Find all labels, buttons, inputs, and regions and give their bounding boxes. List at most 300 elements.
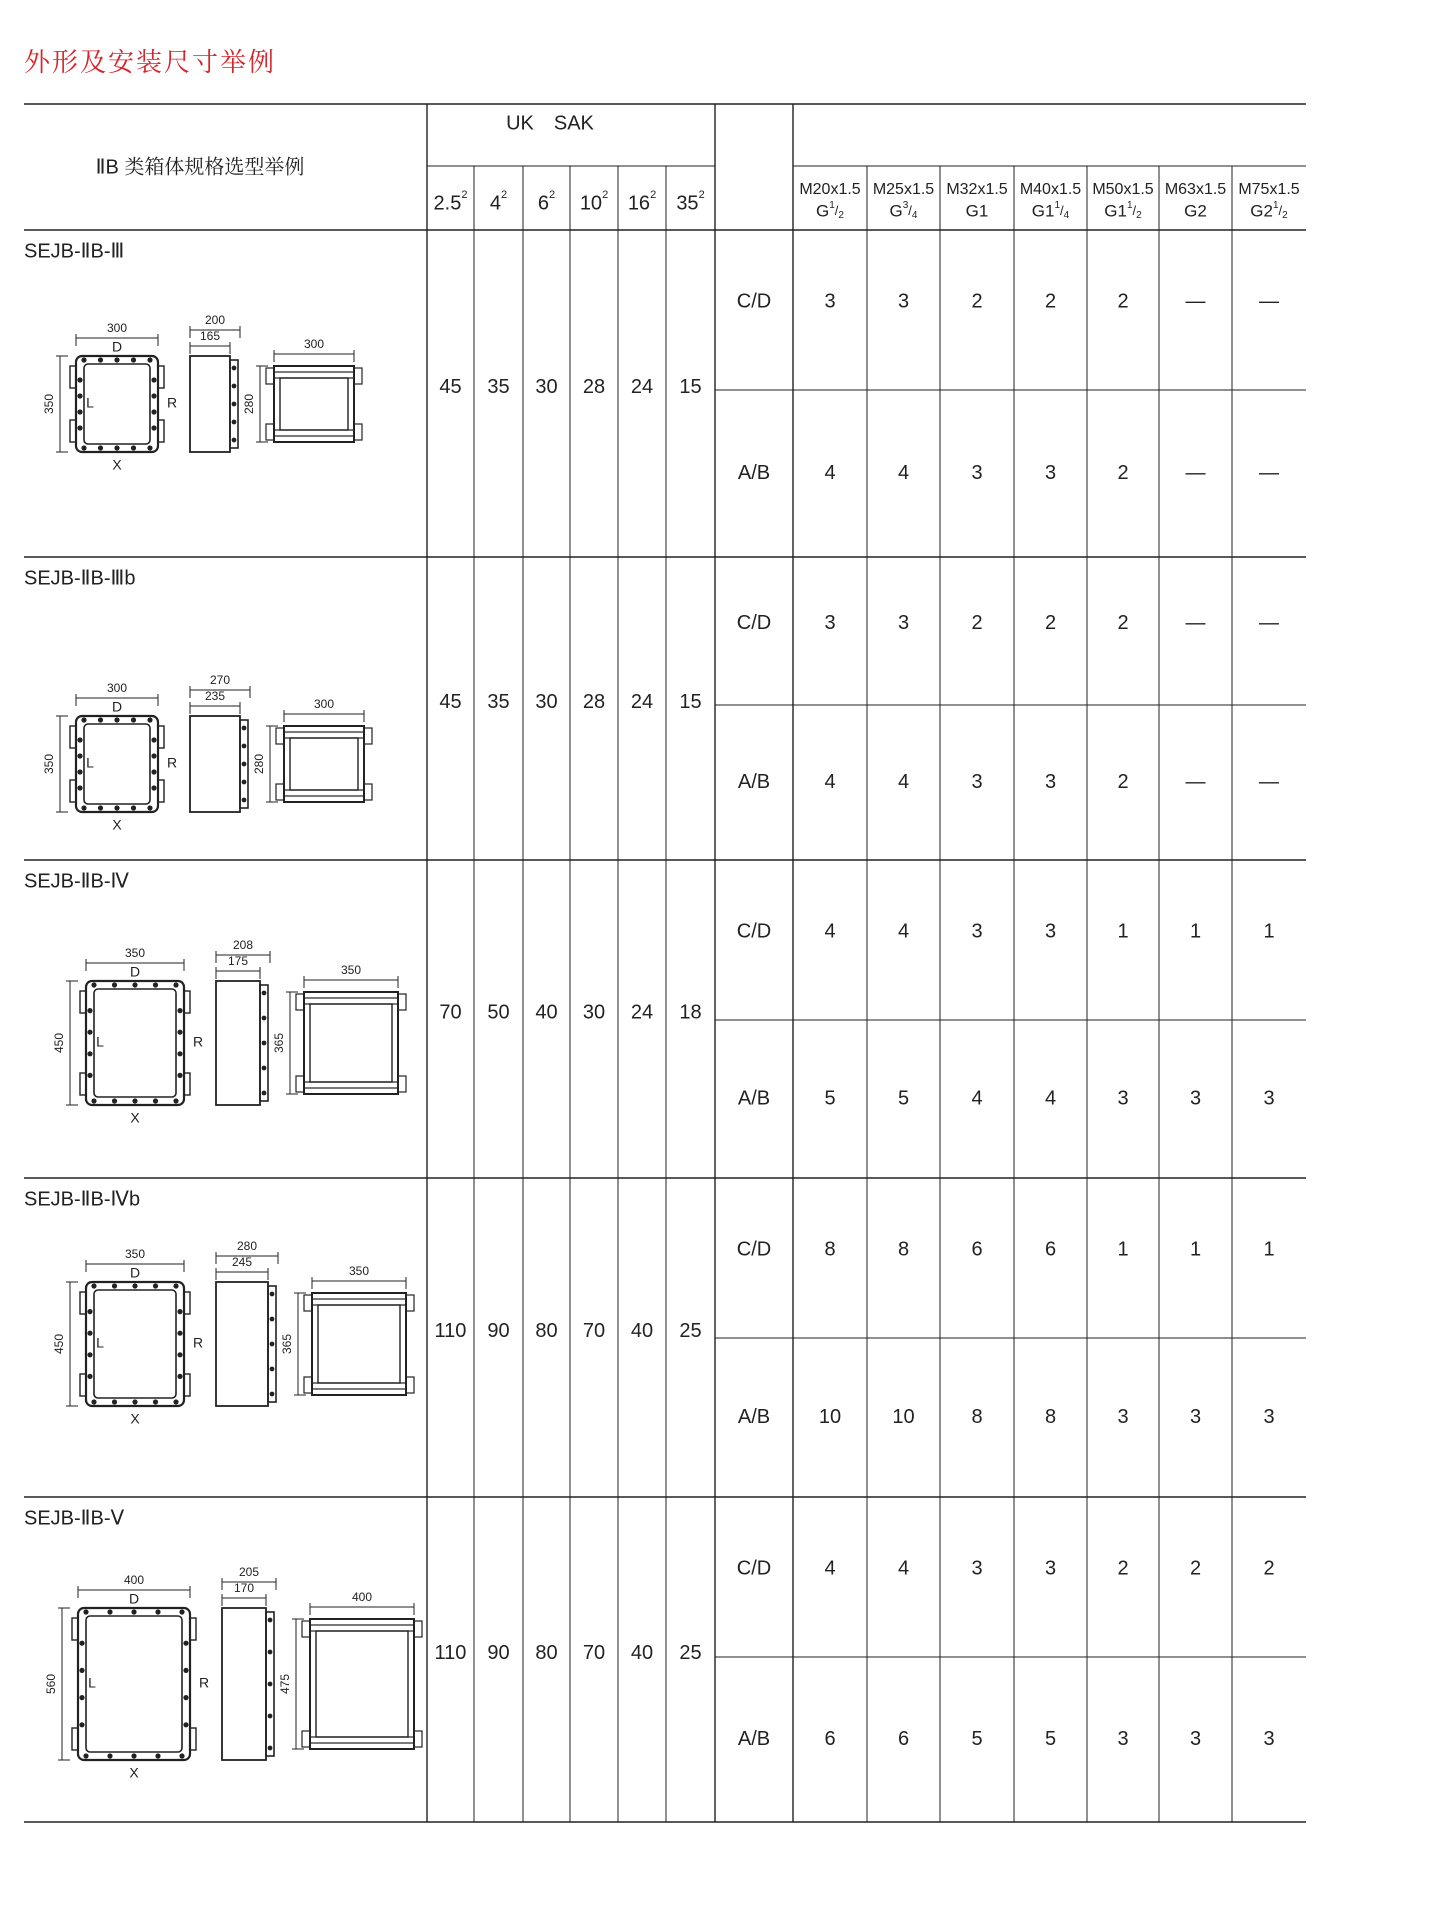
entry-count: 6 <box>1044 1238 1057 1261</box>
bolt-icon <box>183 1641 188 1646</box>
dimension-label: 365 <box>280 1333 295 1355</box>
terminal-count: 70 <box>439 1001 462 1024</box>
bolt-icon <box>151 393 156 398</box>
label-r: R <box>198 1674 210 1691</box>
label-l: L <box>86 394 94 411</box>
enclosure-side <box>190 356 230 452</box>
mount-tab <box>276 784 284 800</box>
dimension-label: 450 <box>52 1032 67 1054</box>
enclosure-drawing <box>44 1565 422 1781</box>
bolt-icon <box>147 717 152 722</box>
superscript: 1 <box>829 199 835 211</box>
entry-count: 3 <box>1263 1087 1275 1110</box>
entry-count: 2 <box>1117 461 1129 484</box>
entry-count: 3 <box>824 290 836 313</box>
mount-rail <box>284 790 364 796</box>
bolt-icon <box>83 1753 88 1758</box>
entry-count: 1 <box>1263 920 1275 943</box>
bolt-icon <box>112 982 117 987</box>
dimension-label: 350 <box>348 1264 370 1279</box>
bolt-icon <box>131 1753 136 1758</box>
model-name: SEJB-ⅡB-Ⅳ <box>24 870 129 893</box>
fraction-slash: / <box>1060 203 1064 219</box>
entry-count: 5 <box>1044 1727 1057 1750</box>
label-r: R <box>166 394 178 411</box>
entry-count: 2 <box>1117 770 1129 793</box>
bolt-icon <box>77 393 82 398</box>
bolt-icon <box>183 1722 188 1727</box>
terminal-count: 110 <box>434 1319 467 1342</box>
terminal-count: 80 <box>535 1641 558 1664</box>
bolt-icon <box>87 1331 92 1336</box>
bolt-icon <box>107 1609 112 1614</box>
class-label: A/B <box>737 1087 771 1110</box>
entry-count: 2 <box>1117 290 1129 313</box>
bolt-icon <box>132 982 137 987</box>
bolt-icon <box>151 753 156 758</box>
bolt-icon <box>232 366 237 371</box>
mount-rail <box>274 372 354 378</box>
fraction-slash: / <box>834 203 839 219</box>
bolt-icon <box>270 1392 275 1397</box>
superscript: 2 <box>461 188 468 201</box>
bolt-icon <box>132 1098 137 1103</box>
enclosure-drawing <box>52 1239 414 1427</box>
bolt-icon <box>270 1342 275 1347</box>
enclosure-back-inner <box>318 1305 400 1383</box>
subscript: 4 <box>911 209 918 221</box>
mount-tab <box>296 994 304 1010</box>
bolt-icon <box>177 1374 182 1379</box>
dimension-label: 280 <box>252 753 267 775</box>
bolt-icon <box>179 1753 184 1758</box>
label-x: X <box>112 816 122 833</box>
bolt-icon <box>98 357 103 362</box>
bolt-icon <box>262 1016 267 1021</box>
entry-count: 3 <box>824 611 836 634</box>
fraction-slash: / <box>1278 203 1283 219</box>
entry-count: — <box>1259 290 1279 313</box>
bolt-icon <box>81 717 86 722</box>
entry-count: 3 <box>897 611 910 634</box>
dimension-label: 170 <box>233 1581 255 1596</box>
dimension-label: 208 <box>232 938 254 953</box>
bolt-icon <box>79 1722 84 1727</box>
entry-count: 1 <box>1189 1238 1202 1261</box>
dimension-label: 300 <box>106 681 128 696</box>
terminal-size: $35^2$ <box>676 188 705 215</box>
mount-tab <box>354 424 362 440</box>
terminal-count: 35 <box>487 375 510 398</box>
bolt-icon <box>262 1091 267 1096</box>
bolt-icon <box>81 445 86 450</box>
dimension-label: 350 <box>340 963 362 978</box>
entry-count: 2 <box>1044 290 1057 313</box>
bolt-icon <box>112 1399 117 1404</box>
superscript: 1 <box>1126 199 1133 211</box>
bolt-icon <box>131 445 136 450</box>
thread-size: M20x1.5 <box>799 181 861 199</box>
entry-count: 2 <box>1117 1557 1129 1580</box>
entry-count: 3 <box>1044 770 1057 793</box>
bolt-icon <box>268 1618 273 1623</box>
bolt-icon <box>242 762 247 767</box>
terminal-count: 25 <box>679 1641 702 1664</box>
thread-size: M25x1.5 <box>872 181 935 199</box>
terminal-count: 24 <box>630 375 654 398</box>
bolt-icon <box>112 1098 117 1103</box>
mount-tab <box>398 1076 406 1092</box>
subscript: 2 <box>1136 209 1142 221</box>
bolt-icon <box>173 982 178 987</box>
entry-count: 1 <box>1263 1238 1275 1261</box>
enclosure-side <box>216 1282 268 1406</box>
subscript: 2 <box>1282 209 1288 221</box>
bolt-icon <box>177 1331 182 1336</box>
bolt-icon <box>232 384 237 389</box>
entry-count: 10 <box>892 1405 915 1428</box>
dimension-label: 200 <box>204 313 226 328</box>
label-l: L <box>86 754 94 771</box>
mount-tab <box>296 1076 304 1092</box>
spec-title: ⅡB 类箱体规格选型举例 <box>95 156 305 179</box>
terminal-count: 30 <box>535 690 558 713</box>
bolt-icon <box>242 780 247 785</box>
label-x: X <box>130 1109 140 1126</box>
entry-count: 5 <box>824 1087 836 1110</box>
entry-count: 3 <box>1044 461 1057 484</box>
bolt-icon <box>91 1098 96 1103</box>
mount-rail <box>312 1299 406 1305</box>
superscript: 1 <box>1054 199 1061 211</box>
mount-tab <box>398 994 406 1010</box>
enclosure-lid <box>94 989 176 1097</box>
bolt-icon <box>131 805 136 810</box>
bolt-icon <box>81 805 86 810</box>
bolt-icon <box>268 1714 273 1719</box>
model-name: SEJB-ⅡB-Ⅲ <box>24 240 125 263</box>
class-label: C/D <box>736 290 772 313</box>
terminal-count: 45 <box>439 690 462 713</box>
mount-tab <box>304 1377 312 1393</box>
bolt-icon <box>262 1041 267 1046</box>
terminal-count: 28 <box>582 690 606 713</box>
pipe-thread: $G1^1_/2$ <box>1104 199 1142 221</box>
terminal-count: 40 <box>630 1641 654 1664</box>
class-label: A/B <box>737 1727 771 1750</box>
bolt-icon <box>242 726 247 731</box>
bolt-icon <box>270 1367 275 1372</box>
class-label: C/D <box>736 1238 772 1261</box>
label-l: L <box>88 1674 96 1691</box>
superscript: 2 <box>650 188 657 201</box>
entry-count: 4 <box>897 461 910 484</box>
label-d: D <box>128 1590 140 1607</box>
bolt-icon <box>98 445 103 450</box>
terminal-size: $2.5^2$ <box>433 188 468 215</box>
thread-size: M40x1.5 <box>1019 181 1082 199</box>
bolt-icon <box>270 1317 275 1322</box>
entry-count: 1 <box>1117 920 1129 943</box>
terminal-count: 30 <box>582 1001 606 1024</box>
dimension-label: 400 <box>123 1573 145 1588</box>
subscript: 4 <box>1063 209 1070 221</box>
entry-count: 4 <box>824 1557 836 1580</box>
entry-count: 2 <box>1263 1557 1275 1580</box>
mount-tab <box>266 368 274 384</box>
bolt-icon <box>270 1292 275 1297</box>
entry-count: 3 <box>897 290 910 313</box>
entry-count: 3 <box>1189 1087 1202 1110</box>
bolt-icon <box>131 357 136 362</box>
entry-count: — <box>1185 461 1206 484</box>
entry-count: 3 <box>971 770 983 793</box>
bolt-icon <box>147 805 152 810</box>
label-r: R <box>166 754 178 771</box>
bolt-icon <box>153 1283 158 1288</box>
dimension-label: 300 <box>313 697 335 712</box>
entry-count: 1 <box>1117 1238 1129 1261</box>
bolt-icon <box>151 409 156 414</box>
bolt-icon <box>147 445 152 450</box>
terminal-count: 90 <box>487 1319 510 1342</box>
terminal-count: 30 <box>535 375 558 398</box>
enclosure-drawing <box>42 673 372 833</box>
dimension-label: 450 <box>52 1333 67 1355</box>
entry-count: 6 <box>971 1238 983 1261</box>
pipe-thread: $G1^1_/4$ <box>1031 199 1070 221</box>
dimension-label: 205 <box>238 1565 260 1580</box>
fraction-slash: / <box>1132 203 1137 219</box>
entry-count: 3 <box>971 920 983 943</box>
thread-size: M63x1.5 <box>1164 181 1227 199</box>
bolt-icon <box>77 737 82 742</box>
mount-rail <box>310 1625 414 1631</box>
entry-count: 4 <box>897 770 910 793</box>
entry-count: 8 <box>1044 1405 1057 1428</box>
bolt-icon <box>177 1051 182 1056</box>
bolt-icon <box>151 737 156 742</box>
entry-count: 6 <box>897 1727 910 1750</box>
entry-count: 8 <box>824 1238 836 1261</box>
page-title: 外形及安装尺寸举例 <box>24 48 277 78</box>
dimension-label: 400 <box>351 1590 373 1605</box>
bolt-icon <box>87 1374 92 1379</box>
terminal-count: 24 <box>630 1001 654 1024</box>
label-r: R <box>192 1033 204 1050</box>
bolt-icon <box>242 744 247 749</box>
dimension-label: 280 <box>236 1239 258 1254</box>
mount-rail <box>274 430 354 436</box>
mount-tab <box>364 728 372 744</box>
class-label: C/D <box>736 920 772 943</box>
pipe-thread: $G^1_/2$ <box>816 199 844 221</box>
superscript: 2 <box>549 188 556 201</box>
entry-count: 2 <box>1117 611 1129 634</box>
bolt-icon <box>77 785 82 790</box>
mount-rail <box>304 998 398 1004</box>
terminal-count: 40 <box>630 1319 654 1342</box>
entry-count: 4 <box>824 461 836 484</box>
entry-count: — <box>1185 290 1206 313</box>
uk-sak-header: UK SAK <box>506 112 594 135</box>
bolt-icon <box>83 1609 88 1614</box>
terminal-count: 70 <box>582 1641 606 1664</box>
dimension-label: 245 <box>231 1255 253 1270</box>
superscript: 2 <box>602 188 609 201</box>
bolt-icon <box>112 1283 117 1288</box>
superscript: 2 <box>698 188 705 201</box>
terminal-count: 70 <box>582 1319 606 1342</box>
enclosure-side <box>216 981 260 1105</box>
mount-tab <box>414 1621 422 1637</box>
enclosure-back <box>312 1293 406 1395</box>
fraction-slash: / <box>908 203 912 219</box>
dimension-label: 475 <box>278 1673 293 1695</box>
class-label: A/B <box>737 770 771 793</box>
dimension-label: 300 <box>106 321 128 336</box>
bolt-icon <box>132 1283 137 1288</box>
entry-count: 5 <box>897 1087 910 1110</box>
terminal-count: 45 <box>439 375 462 398</box>
bolt-icon <box>177 1352 182 1357</box>
bolt-icon <box>155 1609 160 1614</box>
model-name: SEJB-ⅡB-Ⅳb <box>24 1188 141 1211</box>
bolt-icon <box>262 1066 267 1071</box>
label-d: D <box>111 698 123 715</box>
bolt-icon <box>114 805 119 810</box>
mount-tab <box>354 368 362 384</box>
bolt-icon <box>77 377 82 382</box>
bolt-icon <box>91 1283 96 1288</box>
mount-tab <box>414 1731 422 1747</box>
superscript: 1 <box>1272 199 1279 211</box>
entry-count: 3 <box>1263 1727 1275 1750</box>
bolt-icon <box>87 1309 92 1314</box>
bolt-icon <box>177 1073 182 1078</box>
terminal-count: 15 <box>679 690 702 713</box>
bolt-icon <box>262 991 267 996</box>
bolt-icon <box>87 1073 92 1078</box>
bolt-icon <box>268 1682 273 1687</box>
terminal-count: 110 <box>434 1641 467 1664</box>
bolt-icon <box>91 982 96 987</box>
label-x: X <box>112 456 122 473</box>
label-r: R <box>192 1334 204 1351</box>
enclosure-side <box>190 716 240 812</box>
bolt-icon <box>87 1352 92 1357</box>
bolt-icon <box>153 1399 158 1404</box>
bolt-icon <box>183 1695 188 1700</box>
entry-count: 10 <box>818 1405 842 1428</box>
dimension-label: 165 <box>199 329 221 344</box>
bolt-icon <box>173 1098 178 1103</box>
mount-tab <box>364 784 372 800</box>
bolt-icon <box>87 1008 92 1013</box>
entry-count: — <box>1259 770 1279 793</box>
entry-count: — <box>1259 461 1279 484</box>
bolt-icon <box>132 1399 137 1404</box>
bolt-icon <box>77 753 82 758</box>
terminal-count: 80 <box>535 1319 558 1342</box>
enclosure-back-inner <box>280 378 348 430</box>
dimension-label: 175 <box>227 954 249 969</box>
entry-count: 4 <box>897 1557 910 1580</box>
label-d: D <box>111 338 123 355</box>
enclosure-drawing <box>52 938 406 1126</box>
dimension-label: 270 <box>209 673 231 688</box>
entry-count: 4 <box>971 1087 983 1110</box>
enclosure-side <box>222 1608 266 1760</box>
pipe-thread: G2 <box>1184 201 1207 221</box>
entry-count: 2 <box>971 611 983 634</box>
mount-rail <box>284 732 364 738</box>
bolt-icon <box>179 1609 184 1614</box>
entry-count: 3 <box>1117 1727 1129 1750</box>
bolt-icon <box>232 402 237 407</box>
terminal-count: 18 <box>679 1001 702 1024</box>
bolt-icon <box>242 798 247 803</box>
entry-count: 6 <box>824 1727 836 1750</box>
entry-count: 3 <box>971 1557 983 1580</box>
dimension-label: 235 <box>204 689 226 704</box>
class-label: C/D <box>736 1557 772 1580</box>
entry-count: 4 <box>824 770 836 793</box>
bolt-icon <box>98 717 103 722</box>
bolt-icon <box>131 1609 136 1614</box>
entry-count: 3 <box>1117 1405 1129 1428</box>
bolt-icon <box>153 982 158 987</box>
dimension-label: 300 <box>303 337 325 352</box>
enclosure-lid <box>94 1290 176 1398</box>
dimension-label: 350 <box>42 393 57 415</box>
superscript: 3 <box>902 199 909 211</box>
bolt-icon <box>177 1030 182 1035</box>
terminal-count: 25 <box>679 1319 702 1342</box>
mount-tab <box>406 1377 414 1393</box>
entry-count: 4 <box>897 920 910 943</box>
enclosure-drawing <box>42 313 362 473</box>
entry-count: 3 <box>1044 920 1057 943</box>
entry-count: — <box>1185 770 1206 793</box>
class-label: C/D <box>736 611 772 634</box>
entry-count: 4 <box>824 920 836 943</box>
subscript: 2 <box>838 209 844 221</box>
mount-tab <box>276 728 284 744</box>
enclosure-lid <box>86 1616 182 1752</box>
entry-count: 3 <box>1117 1087 1129 1110</box>
pipe-thread: $G2^1_/2$ <box>1250 199 1288 221</box>
label-d: D <box>129 963 141 980</box>
terminal-count: 15 <box>679 375 702 398</box>
terminal-count: 90 <box>487 1641 510 1664</box>
terminal-size: $16^2$ <box>627 188 657 215</box>
enclosure-back <box>310 1619 414 1749</box>
label-l: L <box>96 1334 104 1351</box>
bolt-icon <box>151 425 156 430</box>
bolt-icon <box>151 377 156 382</box>
pipe-thread: $G^3_/4$ <box>889 199 918 221</box>
label-l: L <box>96 1033 104 1050</box>
entry-count: 3 <box>1263 1405 1275 1428</box>
dimension-label: 350 <box>124 946 146 961</box>
model-name: SEJB-ⅡB-Ⅴ <box>24 1507 125 1530</box>
mount-rail <box>310 1737 414 1743</box>
bolt-icon <box>77 425 82 430</box>
mount-rail <box>312 1383 406 1389</box>
bolt-icon <box>114 717 119 722</box>
entry-count: 3 <box>1189 1727 1202 1750</box>
